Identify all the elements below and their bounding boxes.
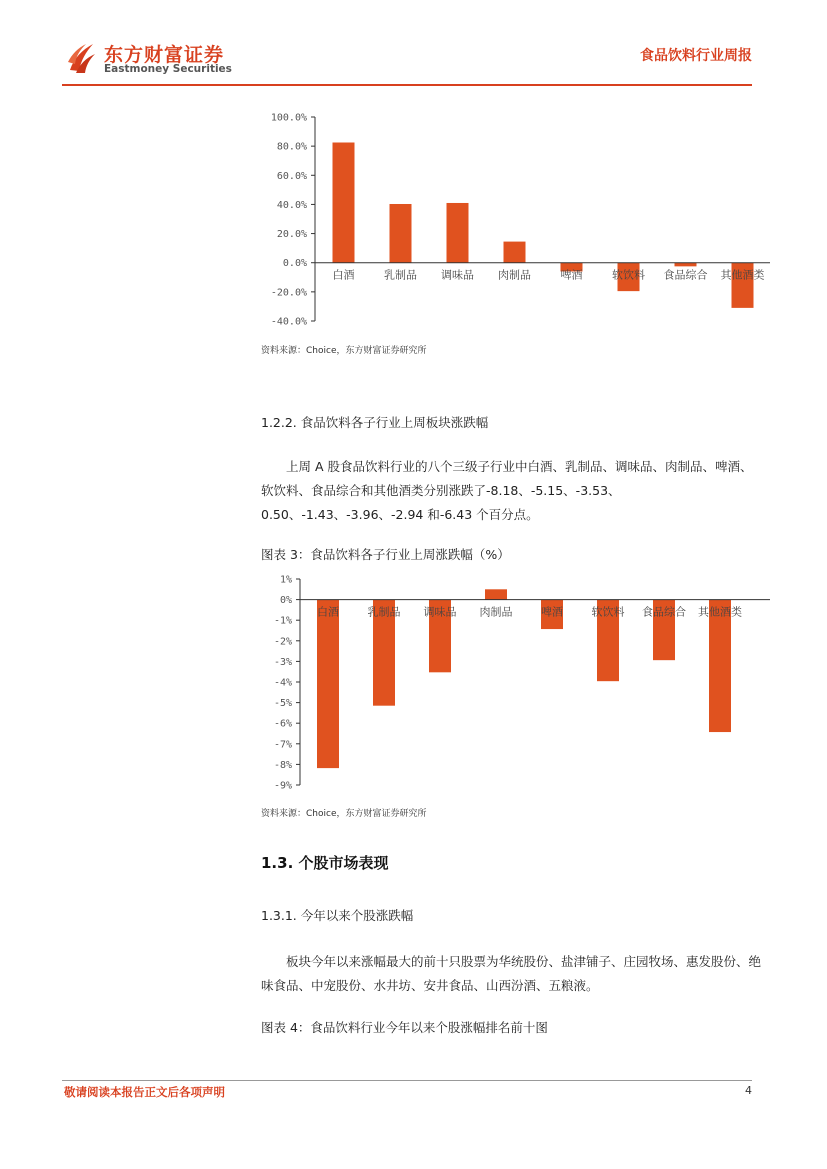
figure-4-title: 图表 4：食品饮料行业今年以来个股涨幅排名前十图 <box>261 1020 548 1035</box>
c2-category-label: 肉制品 <box>479 605 513 619</box>
page-header <box>0 0 827 95</box>
header-divider <box>62 84 752 86</box>
c2-category-label: 啤酒 <box>541 605 563 619</box>
c2-bar-3 <box>485 589 507 599</box>
c2-category-label: 其他酒类 <box>698 605 742 619</box>
c1-bar-6 <box>675 263 697 267</box>
subsection-heading-1-3-1: 1.3.1. 今年以来个股涨跌幅 <box>261 908 414 923</box>
c1-category-label: 乳制品 <box>384 268 417 282</box>
section-heading-1-3: 1.3. 个股市场表现 <box>261 854 389 872</box>
c2-category-label: 乳制品 <box>367 605 401 619</box>
subsection-heading-1-2-2: 1.2.2. 食品饮料各子行业上周板块涨跌幅 <box>261 415 489 430</box>
c1-category-label: 调味品 <box>441 268 474 282</box>
c1-y-tick-label: 20.0% <box>276 229 307 241</box>
c2-y-tick-label: 1% <box>279 574 292 586</box>
c2-y-tick-label: -1% <box>273 615 292 627</box>
c1-y-tick-label: 80.0% <box>276 141 307 153</box>
c2-y-tick-label: -2% <box>273 636 292 648</box>
c2-y-tick-label: 0% <box>279 595 292 607</box>
paragraph-1-3-1: 板块今年以来涨幅最大的前十只股票为华统股份、盐津铺子、庄园牧场、惠发股份、绝味食品、中宠股份、水井坊、安井食品、山西汾酒、五粮液。 <box>261 954 762 993</box>
c2-y-tick-label: -5% <box>273 698 292 710</box>
c1-y-tick-label: 100.0% <box>270 112 307 124</box>
c2-category-label: 软饮料 <box>591 605 625 619</box>
c1-bar-1 <box>390 204 412 263</box>
c1-category-label: 其他酒类 <box>720 268 765 282</box>
report-title: 食品饮料行业周报 <box>640 48 752 64</box>
c1-y-tick-label: -20.0% <box>270 287 307 299</box>
c1-y-tick-label: 0.0% <box>282 258 307 270</box>
footer-disclaimer: 敬请阅读本报告正文后各项声明 <box>64 1085 225 1099</box>
c2-bar-0 <box>317 600 339 769</box>
c1-category-label: 食品综合 <box>663 268 708 282</box>
c2-category-label: 食品综合 <box>642 605 686 619</box>
c2-y-tick-label: -4% <box>273 677 292 689</box>
chart-1-svg <box>0 105 827 335</box>
c1-category-label: 肉制品 <box>498 268 531 282</box>
chart-1-source: 资料来源：Choice，东方财富证券研究所 <box>261 346 427 356</box>
chart-weekly-subindustry <box>0 568 827 798</box>
c1-category-label: 啤酒 <box>560 268 583 282</box>
page-number: 4 <box>745 1084 752 1097</box>
c1-y-tick-label: -40.0% <box>270 316 307 328</box>
eastmoney-logo-icon <box>66 40 96 74</box>
c1-bar-0 <box>333 143 355 263</box>
brand-name-cn: 东方财富证券 <box>104 44 225 66</box>
c2-category-label: 白酒 <box>317 605 339 619</box>
c2-bar-7 <box>709 600 731 732</box>
c2-category-label: 调味品 <box>423 605 457 619</box>
paragraph-1-2-2: 上周 A 股食品饮料行业的八个三级子行业中白酒、乳制品、调味品、肉制品、啤酒、软饮料、食品综合和其他酒类分别涨跌了-8.18、-5.15、-3.53、0.50、-1.43、-3.96、-2.94 和-6.43 个百分点。 <box>261 459 753 522</box>
figure-3-title: 图表 3：食品饮料各子行业上周涨跌幅（%） <box>261 547 510 562</box>
c1-category-label: 白酒 <box>332 268 355 282</box>
footer-divider <box>62 1080 752 1081</box>
chart-ytd-subindustry <box>0 105 827 335</box>
chart-2-source: 资料来源：Choice，东方财富证券研究所 <box>261 809 427 819</box>
c1-y-tick-label: 60.0% <box>276 170 307 182</box>
brand-name-en: Eastmoney Securities <box>104 63 232 75</box>
c2-y-tick-label: -3% <box>273 656 292 668</box>
c2-y-tick-label: -9% <box>273 780 292 792</box>
c1-bar-2 <box>447 203 469 263</box>
c1-y-tick-label: 40.0% <box>276 199 307 211</box>
chart-2-svg <box>0 568 827 798</box>
c1-category-label: 软饮料 <box>612 268 645 282</box>
c2-y-tick-label: -7% <box>273 739 292 751</box>
c2-y-tick-label: -8% <box>273 759 292 771</box>
c1-bar-3 <box>504 242 526 263</box>
c2-y-tick-label: -6% <box>273 718 292 730</box>
